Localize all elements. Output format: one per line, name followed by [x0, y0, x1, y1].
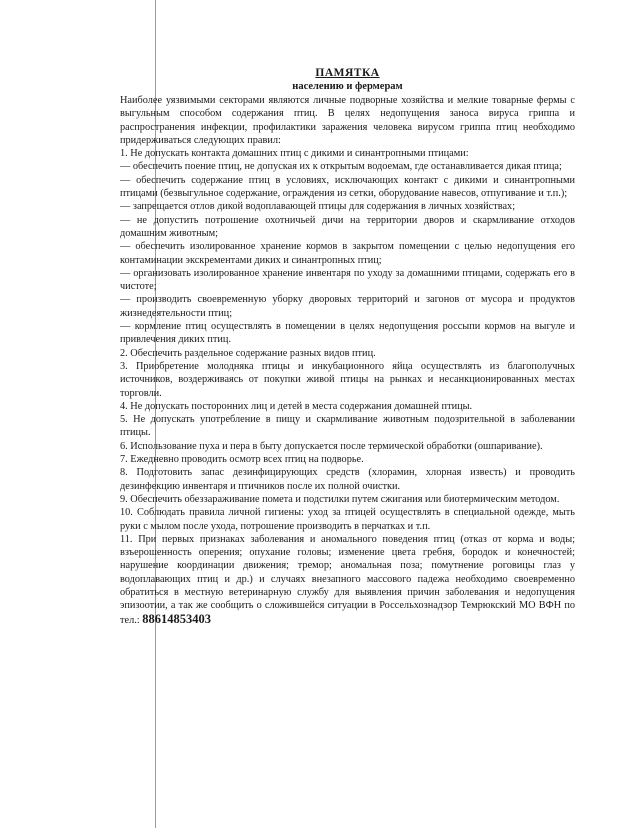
- final-item-text: 11. При первых признаках заболевания и аномального поведения птиц (отказ от корма и воды; взъерошенность оперения; опухание головы; изменение цвета гребня, бородок и конечностей; нарушение координации движения; тремор; аномальная поза; помутнение роговицы глаз у водоплавающих птиц и др.) и случаях внезапного массового падежа необходимо своевременно обратиться в местную ветеринарную службу для выявления причин заболевания и недопущения эпизоотии, а так же сообщить о сложившейся ситуации в Россельхознадзор Темрюкский МО ВФН по тел.:: [120, 533, 575, 626]
- rule-item: 10. Соблюдать правила личной гигиены: уход за птицей осуществлять в специальной одежде, мыть руки с мылом после ухода, потрошение производить в перчатках и т.п.: [120, 507, 575, 532]
- rule-item: 5. Не допускать употребление в пищу и скармливание животным подозрительной в заболевании птицы.: [120, 414, 575, 439]
- rules-list: [120, 147, 575, 627]
- rule-item: 1. Не допускать контакта домашних птиц с дикими и синантропными птицами:: [120, 148, 469, 160]
- memo-document: [120, 66, 575, 627]
- rule-item: — кормление птиц осуществлять в помещении в целях недопущения россыпи кормов на выгуле и привлечения диких птиц.: [120, 321, 575, 346]
- document-title: ПАМЯТКА: [315, 67, 380, 79]
- rule-item: — запрещается отлов дикой водоплавающей птицы для содержания в личных хозяйствах;: [120, 201, 516, 213]
- rule-item-final: [120, 533, 575, 627]
- rule-item: — организовать изолированное хранение инвентаря по уходу за домашними птицами, содержать его в чистоте;: [120, 267, 575, 293]
- intro-paragraph: Наиболее уязвимыми секторами являются личные подворные хозяйства и мелкие товарные фермы с выгульным способом содержания птиц. В целях недопущения заноса вируса гриппа и распространения инфекции, профилактики заражения человека вирусом гриппа птиц необходимо придерживаться следующих правил:: [120, 95, 575, 146]
- rule-item: 4. Не допускать посторонних лиц и детей в места содержания домашней птицы.: [120, 400, 473, 412]
- rule-item: — обеспечить поение птиц, не допуская их к открытым водоемам, где останавливается дикая птица;: [120, 161, 562, 173]
- rule-item: 8. Подготовить запас дезинфицирующих средств (хлорамин, хлорная известь) и проводить дезинфекцию инвентаря и птичников после их полной очистки.: [120, 467, 575, 492]
- rule-item: 2. Обеспечить раздельное содержание разных видов птиц.: [120, 347, 376, 359]
- rule-item: — обеспечить изолированное хранение кормов в закрытом помещении с целью недопущения его контаминации экскрементами диких и синантропных птиц;: [120, 241, 575, 266]
- rule-item: — производить своевременную уборку дворовых территорий и загонов от мусора и продуктов жизнедеятельности птиц;: [120, 294, 575, 319]
- rule-item: 3. Приобретение молодняка птицы и инкубационного яйца осуществлять из благополучных источников, воздерживаясь от покупки живой птицы на рынках и несанкционированных местах торговли.: [120, 360, 575, 399]
- rule-item: 7. Ежедневно проводить осмотр всех птиц на подворье.: [120, 454, 364, 466]
- rule-item: — обеспечить содержание птиц в условиях, исключающих контакт с дикими и синантропными птицами (безвыгульное содержание, ограждения из сетки, оборудование навесов, отпугивание и т.п.);: [120, 174, 575, 200]
- rule-item: 6. Использование пуха и пера в быту допускается после термической обработки (ошпаривание).: [120, 440, 543, 452]
- rule-item: 9. Обеспечить обеззараживание помета и подстилки путем сжигания или биотермическим методом.: [120, 493, 560, 505]
- document-subtitle: населению и фермерам: [292, 81, 403, 92]
- rule-item: — не допустить потрошение охотничьей дичи на территории дворов и скармливание отходов домашним животным;: [120, 214, 575, 239]
- phone-number: 88614853403: [142, 611, 211, 626]
